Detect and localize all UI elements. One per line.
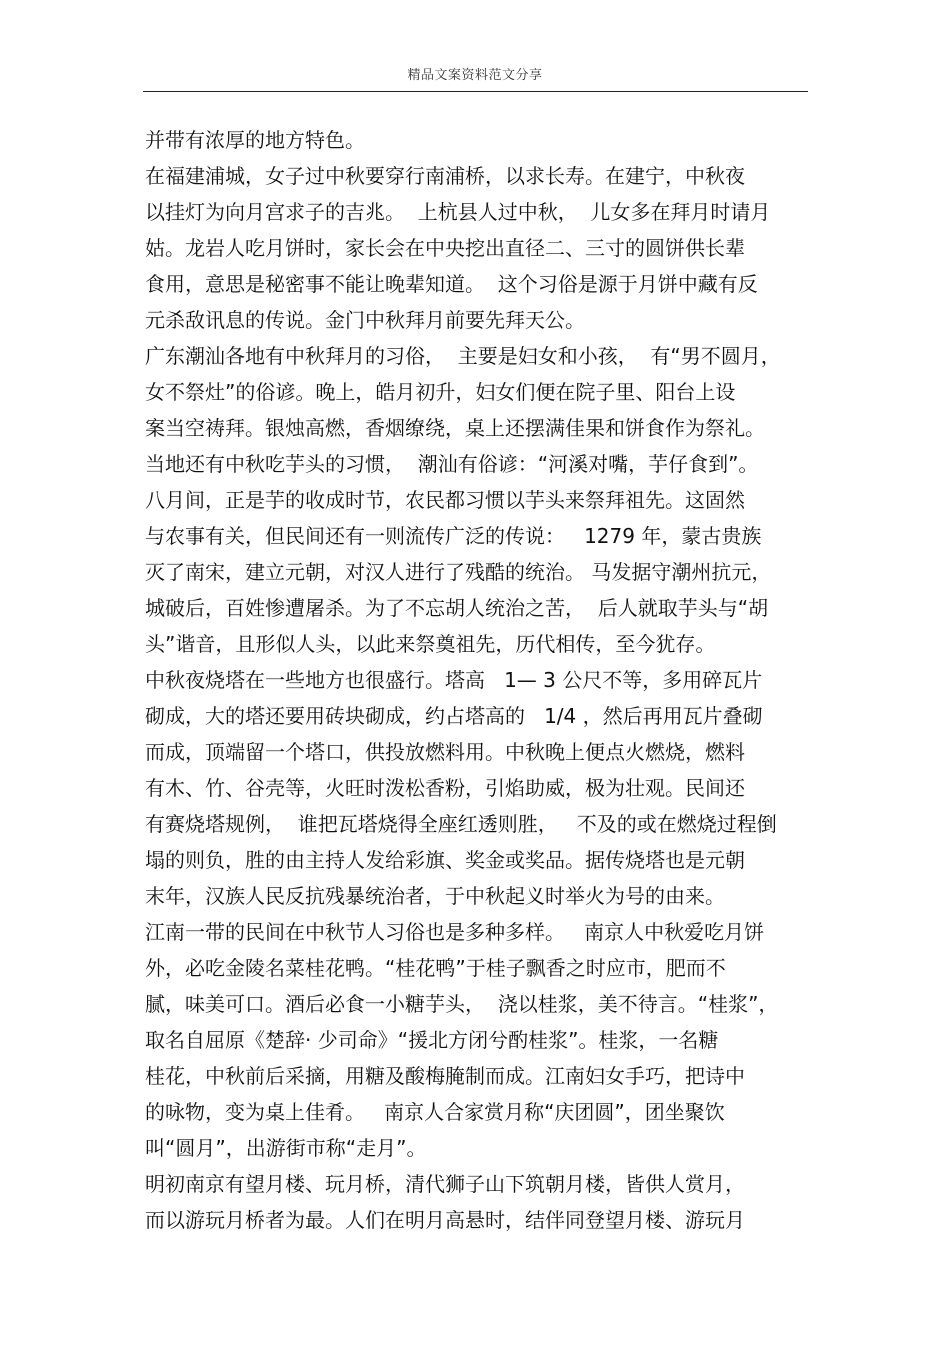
text-line: 外，必吃金陵名菜桂花鸭。“桂花鸭”于桂子飘香之时应市，肥而不: [145, 956, 726, 980]
text-line: 的咏物，变为桌上佳肴。 南京人合家赏月称“庆团圆”，团坐聚饮: [145, 1100, 725, 1124]
text-line: 中秋夜烧塔在一些地方也很盛行。塔高 1— 3 公尺不等，多用碎瓦片: [145, 668, 763, 692]
text-line: 姑。龙岩人吃月饼时，家长会在中央挖出直径二、三寸的圆饼供长辈: [145, 236, 745, 260]
text-line: 在福建浦城，女子过中秋要穿行南浦桥，以求长寿。在建宁，中秋夜: [145, 164, 745, 188]
text-line: 案当空祷拜。银烛高燃，香烟缭绕，桌上还摆满佳果和饼食作为祭礼。: [145, 416, 765, 440]
header-divider: [143, 91, 808, 92]
text-line: 有赛烧塔规例， 谁把瓦塔烧得全座红透则胜， 不及的或在燃烧过程倒: [145, 812, 777, 836]
page-header: 精品文案资料范文分享: [407, 68, 543, 83]
text-line: 食用，意思是秘密事不能让晚辈知道。 这个习俗是源于月饼中藏有反: [145, 272, 758, 296]
text-line: 灭了南宋，建立元朝，对汉人进行了残酷的统治。 马发据守潮州抗元，: [145, 560, 772, 584]
text-line: 末年，汉族人民反抗残暴统治者，于中秋起义时举火为号的由来。: [145, 884, 725, 908]
text-line: 而以游玩月桥者为最。人们在明月高悬时，结伴同登望月楼、游玩月: [145, 1208, 745, 1232]
text-line: 以挂灯为向月宫求子的吉兆。 上杭县人过中秋， 儿女多在拜月时请月: [145, 200, 771, 224]
text-line: 取名自屈原《楚辞· 少司命》“援北方闭兮酌桂浆”。桂浆，一名糖: [145, 1028, 719, 1052]
body-text: [145, 122, 810, 1238]
text-line: 与农事有关，但民间还有一则流传广泛的传说： 1279 年，蒙古贵族: [145, 524, 762, 548]
text-line: 叫“圆月”，出游街市称“走月”。: [145, 1136, 427, 1160]
text-line: 元杀敌讯息的传说。金门中秋拜月前要先拜天公。: [145, 308, 585, 332]
text-line: 砌成，大的塔还要用砖块砌成，约占塔高的 1/4 ，然后再用瓦片叠砌: [145, 704, 763, 728]
text-line: 头”谐音，且形似人头，以此来祭奠祖先，历代相传，至今犹存。: [145, 632, 716, 656]
text-line: 广东潮汕各地有中秋拜月的习俗， 主要是妇女和小孩， 有“男不圆月，: [145, 344, 781, 368]
text-line: 八月间，正是芋的收成时节，农民都习惯以芋头来祭拜祖先。这固然: [145, 488, 745, 512]
text-line: 腻，味美可口。酒后必食一小糖芋头， 浇以桂浆，美不待言。“桂浆”，: [145, 992, 779, 1016]
text-line: 桂花，中秋前后采摘，用糖及酸梅腌制而成。江南妇女手巧，把诗中: [145, 1064, 745, 1088]
text-line: 有木、竹、谷壳等，火旺时泼松香粉，引焰助威，极为壮观。民间还: [145, 776, 745, 800]
text-line: 城破后，百姓惨遭屠杀。为了不忘胡人统治之苦， 后人就取芋头与“胡: [145, 596, 769, 620]
text-line: 并带有浓厚的地方特色。: [145, 128, 365, 152]
text-line: 明初南京有望月楼、玩月桥，清代狮子山下筑朝月楼，皆供人赏月，: [145, 1172, 745, 1196]
text-line: 当地还有中秋吃芋头的习惯， 潮汕有俗谚：“河溪对嘴，芋仔食到”。: [145, 452, 759, 476]
text-line: 而成，顶端留一个塔口，供投放燃料用。中秋晚上便点火燃烧，燃料: [145, 740, 745, 764]
text-line: 江南一带的民间在中秋节人习俗也是多种多样。 南京人中秋爱吃月饼: [145, 920, 765, 944]
text-line: 女不祭灶”的俗谚。晚上，皓月初升，妇女们便在院子里、阳台上设: [145, 380, 736, 404]
text-line: 塌的则负，胜的由主持人发给彩旗、奖金或奖品。据传烧塔也是元朝: [145, 848, 745, 872]
